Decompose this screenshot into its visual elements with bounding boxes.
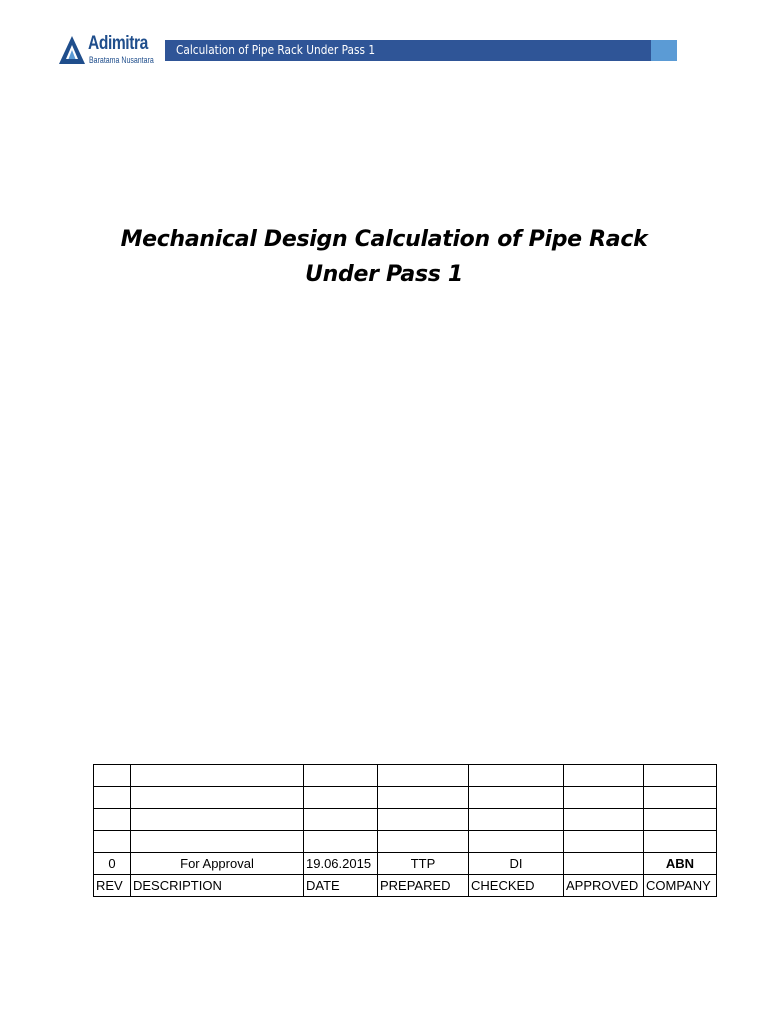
company-logo (58, 33, 158, 69)
table-cell (304, 787, 378, 809)
prepared-cell: TTP (378, 853, 469, 875)
table-cell (94, 809, 131, 831)
header-approved: APPROVED (564, 875, 644, 897)
table-row (94, 787, 717, 809)
table-cell (644, 765, 717, 787)
document-title (80, 222, 688, 292)
table-cell (304, 809, 378, 831)
document-title-line2: Under Pass 1 (305, 262, 463, 287)
table-cell (469, 787, 564, 809)
header-bar (165, 40, 651, 61)
table-cell (564, 831, 644, 853)
table-cell (131, 831, 304, 853)
header-description: DESCRIPTION (131, 875, 304, 897)
table-cell (94, 765, 131, 787)
company-cell: ABN (644, 853, 717, 875)
logo-subtitle: Baratama Nusantara (89, 55, 154, 65)
header-accent (651, 40, 677, 61)
document-title-line1: Mechanical Design Calculation of Pipe Rack (120, 227, 648, 252)
table-row (94, 809, 717, 831)
header-company: COMPANY (644, 875, 717, 897)
header-date: DATE (304, 875, 378, 897)
table-header-row (94, 875, 717, 897)
table-cell (378, 787, 469, 809)
table-cell (469, 809, 564, 831)
header-rev: REV (94, 875, 131, 897)
table-cell (304, 831, 378, 853)
table-row (94, 765, 717, 787)
table-cell (564, 787, 644, 809)
table-cell (94, 787, 131, 809)
table-row (94, 853, 717, 875)
table-cell (131, 809, 304, 831)
table-cell (469, 831, 564, 853)
table-cell (644, 787, 717, 809)
table-cell (378, 765, 469, 787)
revision-table (93, 764, 717, 897)
table-cell (304, 765, 378, 787)
table-cell (378, 831, 469, 853)
checked-cell: DI (469, 853, 564, 875)
table-cell (564, 809, 644, 831)
table-cell (644, 809, 717, 831)
table-cell (644, 831, 717, 853)
description-cell: For Approval (131, 853, 304, 875)
table-cell (131, 787, 304, 809)
table-cell (131, 765, 304, 787)
table-cell (378, 809, 469, 831)
rev-cell: 0 (94, 853, 131, 875)
header-prepared: PREPARED (378, 875, 469, 897)
mountain-logo-icon (58, 35, 86, 65)
logo-name: Adimitra (88, 33, 148, 54)
table-row (94, 831, 717, 853)
header-checked: CHECKED (469, 875, 564, 897)
approved-cell (564, 853, 644, 875)
table-cell (469, 765, 564, 787)
header-title: Calculation of Pipe Rack Under Pass 1 (176, 43, 376, 57)
date-cell: 19.06.2015 (304, 853, 378, 875)
table-cell (564, 765, 644, 787)
table-cell (94, 831, 131, 853)
